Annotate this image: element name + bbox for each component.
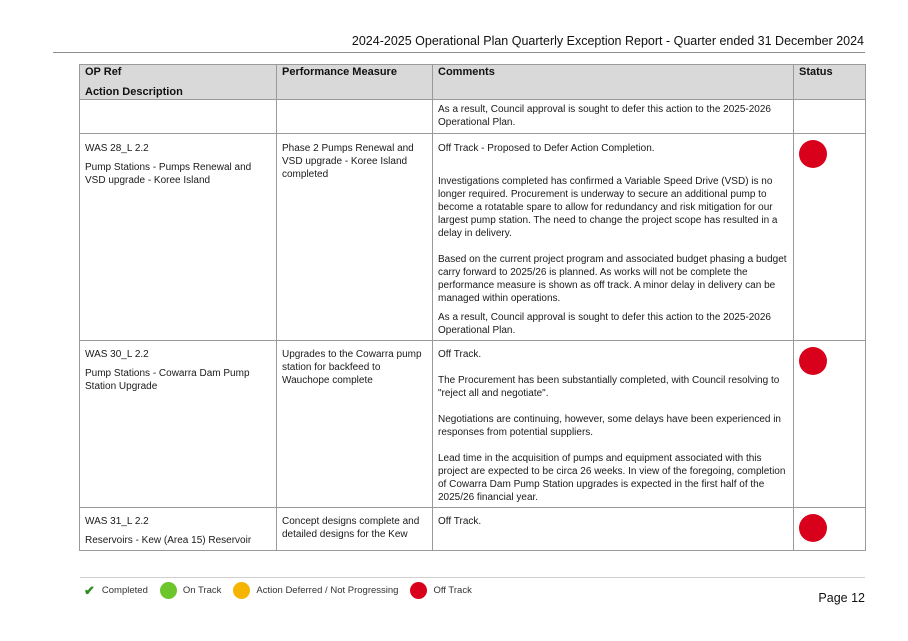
performance-measure-cell (277, 508, 433, 551)
check-icon: ✔ (84, 582, 95, 598)
action-description: Pump Stations - Pumps Renewal and VSD upgrade - Koree Island (85, 162, 252, 186)
op-ref-cell (80, 508, 277, 551)
status-cell (794, 341, 866, 508)
off-track-status-icon (799, 514, 827, 542)
performance-measure-cell (277, 100, 433, 134)
action-description-header: Action Description (85, 86, 183, 98)
legend-item-deferred (233, 582, 398, 599)
status-cell (794, 134, 866, 341)
op-ref-cell (80, 341, 277, 508)
column-header-op-ref (80, 65, 277, 100)
header-divider (53, 52, 865, 53)
comment-paragraph: Lead time in the acquisition of pumps and equipment associated with this project are expected to be circa 26 weeks. In view of the foregoing, completion of Cowarra Dam Pump Station upgrades is expected in the first half of the 2025/26 financial year. (438, 453, 786, 503)
amber-dot-icon (233, 582, 250, 599)
comments-header: Comments (438, 66, 495, 78)
off-track-status-icon (799, 347, 827, 375)
green-dot-icon (160, 582, 177, 599)
comments-cell (433, 508, 794, 551)
comments-cell (433, 100, 794, 134)
comment-paragraph: Investigations completed has confirmed a Variable Speed Drive (VSD) is no longer required. Procurement is underway to secure an additional pump to become a rotatable spare to allow for redundancy and risk mitigation for our largest pump station. The need to change the project scope has resulted in a delay in delivery. (438, 176, 778, 239)
comments-cell (433, 134, 794, 341)
op-ref: WAS 31_L 2.2 (85, 516, 149, 527)
comment-paragraph: Off Track - Proposed to Defer Action Completion. (438, 143, 655, 154)
op-ref-cell (80, 134, 277, 341)
comment-paragraph: As a result, Council approval is sought to defer this action to the 2025-2026 Operational Plan. (438, 312, 771, 336)
table-header-row (80, 65, 866, 100)
comment-paragraph: Off Track. (438, 349, 482, 360)
op-ref: WAS 30_L 2.2 (85, 349, 149, 360)
action-description: Reservoirs - Kew (Area 15) Reservoir (85, 535, 252, 546)
op-ref: WAS 28_L 2.2 (85, 143, 149, 154)
status-header: Status (799, 66, 833, 78)
performance-measure: Concept designs complete and detailed designs for the Kew (282, 516, 420, 540)
page-header-title: 2024-2025 Operational Plan Quarterly Exception Report - Quarter ended 31 December 2024 (351, 34, 864, 48)
status-cell (794, 508, 866, 551)
table-row (80, 508, 866, 551)
column-header-comments (433, 65, 794, 100)
performance-measure-cell (277, 134, 433, 341)
status-cell (794, 100, 866, 134)
comment-paragraph: Off Track. (438, 516, 482, 527)
performance-measure: Phase 2 Pumps Renewal and VSD upgrade - Koree Island completed (282, 143, 414, 180)
page-number: Page 12 (818, 591, 865, 605)
comments-cell (433, 341, 794, 508)
comment-paragraph: As a result, Council approval is sought to defer this action to the 2025-2026 Operational Plan. (438, 104, 771, 128)
performance-measure: Upgrades to the Cowarra pump station for backfeed to Wauchope complete (282, 349, 422, 386)
off-track-status-icon (799, 140, 827, 168)
op-ref-cell (80, 100, 277, 134)
performance-measure-cell (277, 341, 433, 508)
action-description: Pump Stations - Cowarra Dam Pump Station Upgrade (85, 368, 250, 392)
legend-item-off-track (410, 582, 471, 599)
performance-measure-header: Performance Measure (282, 66, 397, 78)
table-row (80, 341, 866, 508)
exception-report-table (79, 64, 866, 551)
table-row (80, 100, 866, 134)
op-ref-header: OP Ref (85, 66, 122, 78)
legend-label: Completed (101, 585, 148, 596)
red-dot-icon (410, 582, 427, 599)
table-row (80, 134, 866, 341)
legend-item-on-track (160, 582, 222, 599)
legend-label: Action Deferred / Not Progressing (256, 585, 399, 596)
legend-label: Off Track (433, 585, 472, 596)
column-header-status (794, 65, 866, 100)
legend-item-completed (80, 583, 148, 599)
comment-paragraph: Negotiations are continuing, however, some delays have been experienced in responses from potential suppliers. (438, 414, 781, 438)
comment-paragraph: The Procurement has been substantially completed, with Council resolving to "reject all and negotiate". (438, 375, 780, 399)
status-legend (80, 577, 865, 599)
column-header-performance-measure (277, 65, 433, 100)
comment-paragraph: Based on the current project program and associated budget phasing a budget carry forward to 2025/26 is planned. As works will not be complete the performance measure is shown as off track. A minor delay in delivery can be managed within operations. (438, 254, 787, 304)
legend-label: On Track (182, 585, 222, 596)
